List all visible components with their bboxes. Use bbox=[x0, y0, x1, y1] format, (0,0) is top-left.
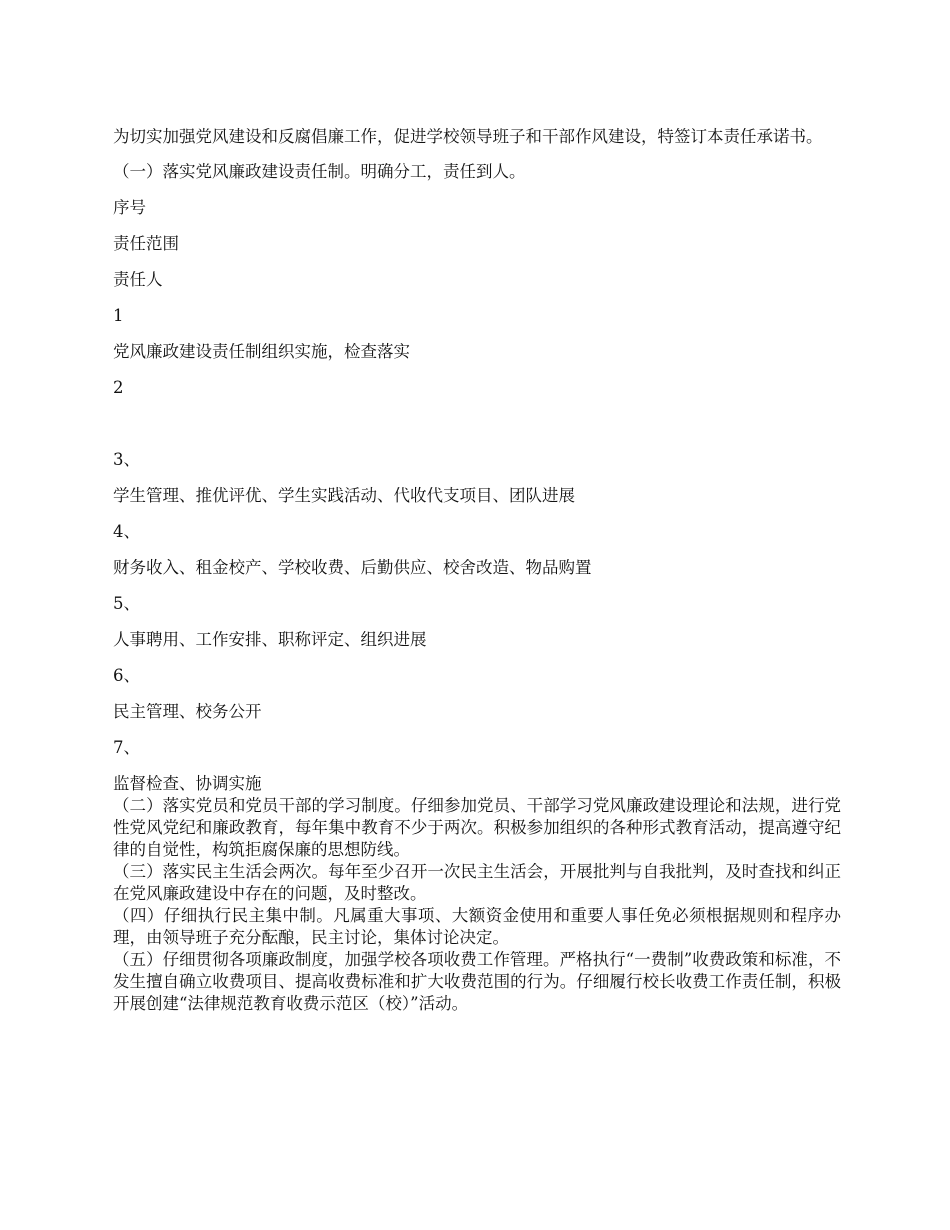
table-header-person: 责任人 bbox=[113, 270, 163, 289]
row-4-no: 4、 bbox=[113, 522, 140, 541]
section-3-paragraph: （三）落实民主生活会两次。每年至少召开一次民主生活会，开展批判与自我批判，及时查找和纠正在党风廉政建设中存在的问题，及时整改。 bbox=[113, 862, 841, 903]
section-1-title: （一）落实党风廉政建设责任制。明确分工，责任到人。 bbox=[113, 162, 526, 181]
row-7-scope: 监督检查、协调实施 bbox=[113, 774, 262, 793]
row-3-scope: 学生管理、推优评优、学生实践活动、代收代支项目、团队进展 bbox=[113, 486, 575, 505]
table-header-scope: 责任范围 bbox=[113, 234, 179, 253]
row-6-scope: 民主管理、校务公开 bbox=[113, 702, 262, 721]
row-6-no: 6、 bbox=[113, 666, 140, 685]
section-4-paragraph: （四）仔细执行民主集中制。凡属重大事项、大额资金使用和重要人事任免必须根据规则和程序办理，由领导班子充分酝酿，民主讨论，集体讨论决定。 bbox=[113, 906, 841, 947]
row-5-no: 5、 bbox=[113, 594, 140, 613]
row-5-scope: 人事聘用、工作安排、职称评定、组织进展 bbox=[113, 630, 427, 649]
row-4-scope: 财务收入、租金校产、学校收费、后勤供应、校舍改造、物品购置 bbox=[113, 558, 592, 577]
row-3-no: 3、 bbox=[113, 450, 140, 469]
intro-paragraph: 为切实加强党风建设和反腐倡廉工作，促进学校领导班子和干部作风建设，特签订本责任承诺书。 bbox=[113, 127, 823, 146]
section-5-paragraph: （五）仔细贯彻各项廉政制度，加强学校各项收费工作管理。严格执行“一费制”收费政策和标准，不发生擅自确立收费项目、提高收费标准和扩大收费范围的行为。仔细履行校长收费工作责任制，积极开展创建“法律规范教育收费示范区（校）”活动。 bbox=[113, 950, 841, 1013]
row-2-no: 2 bbox=[113, 378, 124, 397]
section-2-paragraph: （二）落实党员和党员干部的学习制度。仔细参加党员、干部学习党风廉政建设理论和法规，进行党性党风党纪和廉政教育，每年集中教育不少于两次。积极参加组织的各种形式教育活动，提高遵守纪律的自觉性，构筑拒腐保廉的思想防线。 bbox=[113, 796, 841, 859]
table-header-no: 序号 bbox=[113, 198, 146, 217]
row-1-scope: 党风廉政建设责任制组织实施，检查落实 bbox=[113, 342, 410, 361]
row-7-no: 7、 bbox=[113, 738, 140, 757]
document-body bbox=[113, 126, 841, 1015]
row-1-no: 1 bbox=[113, 306, 124, 325]
